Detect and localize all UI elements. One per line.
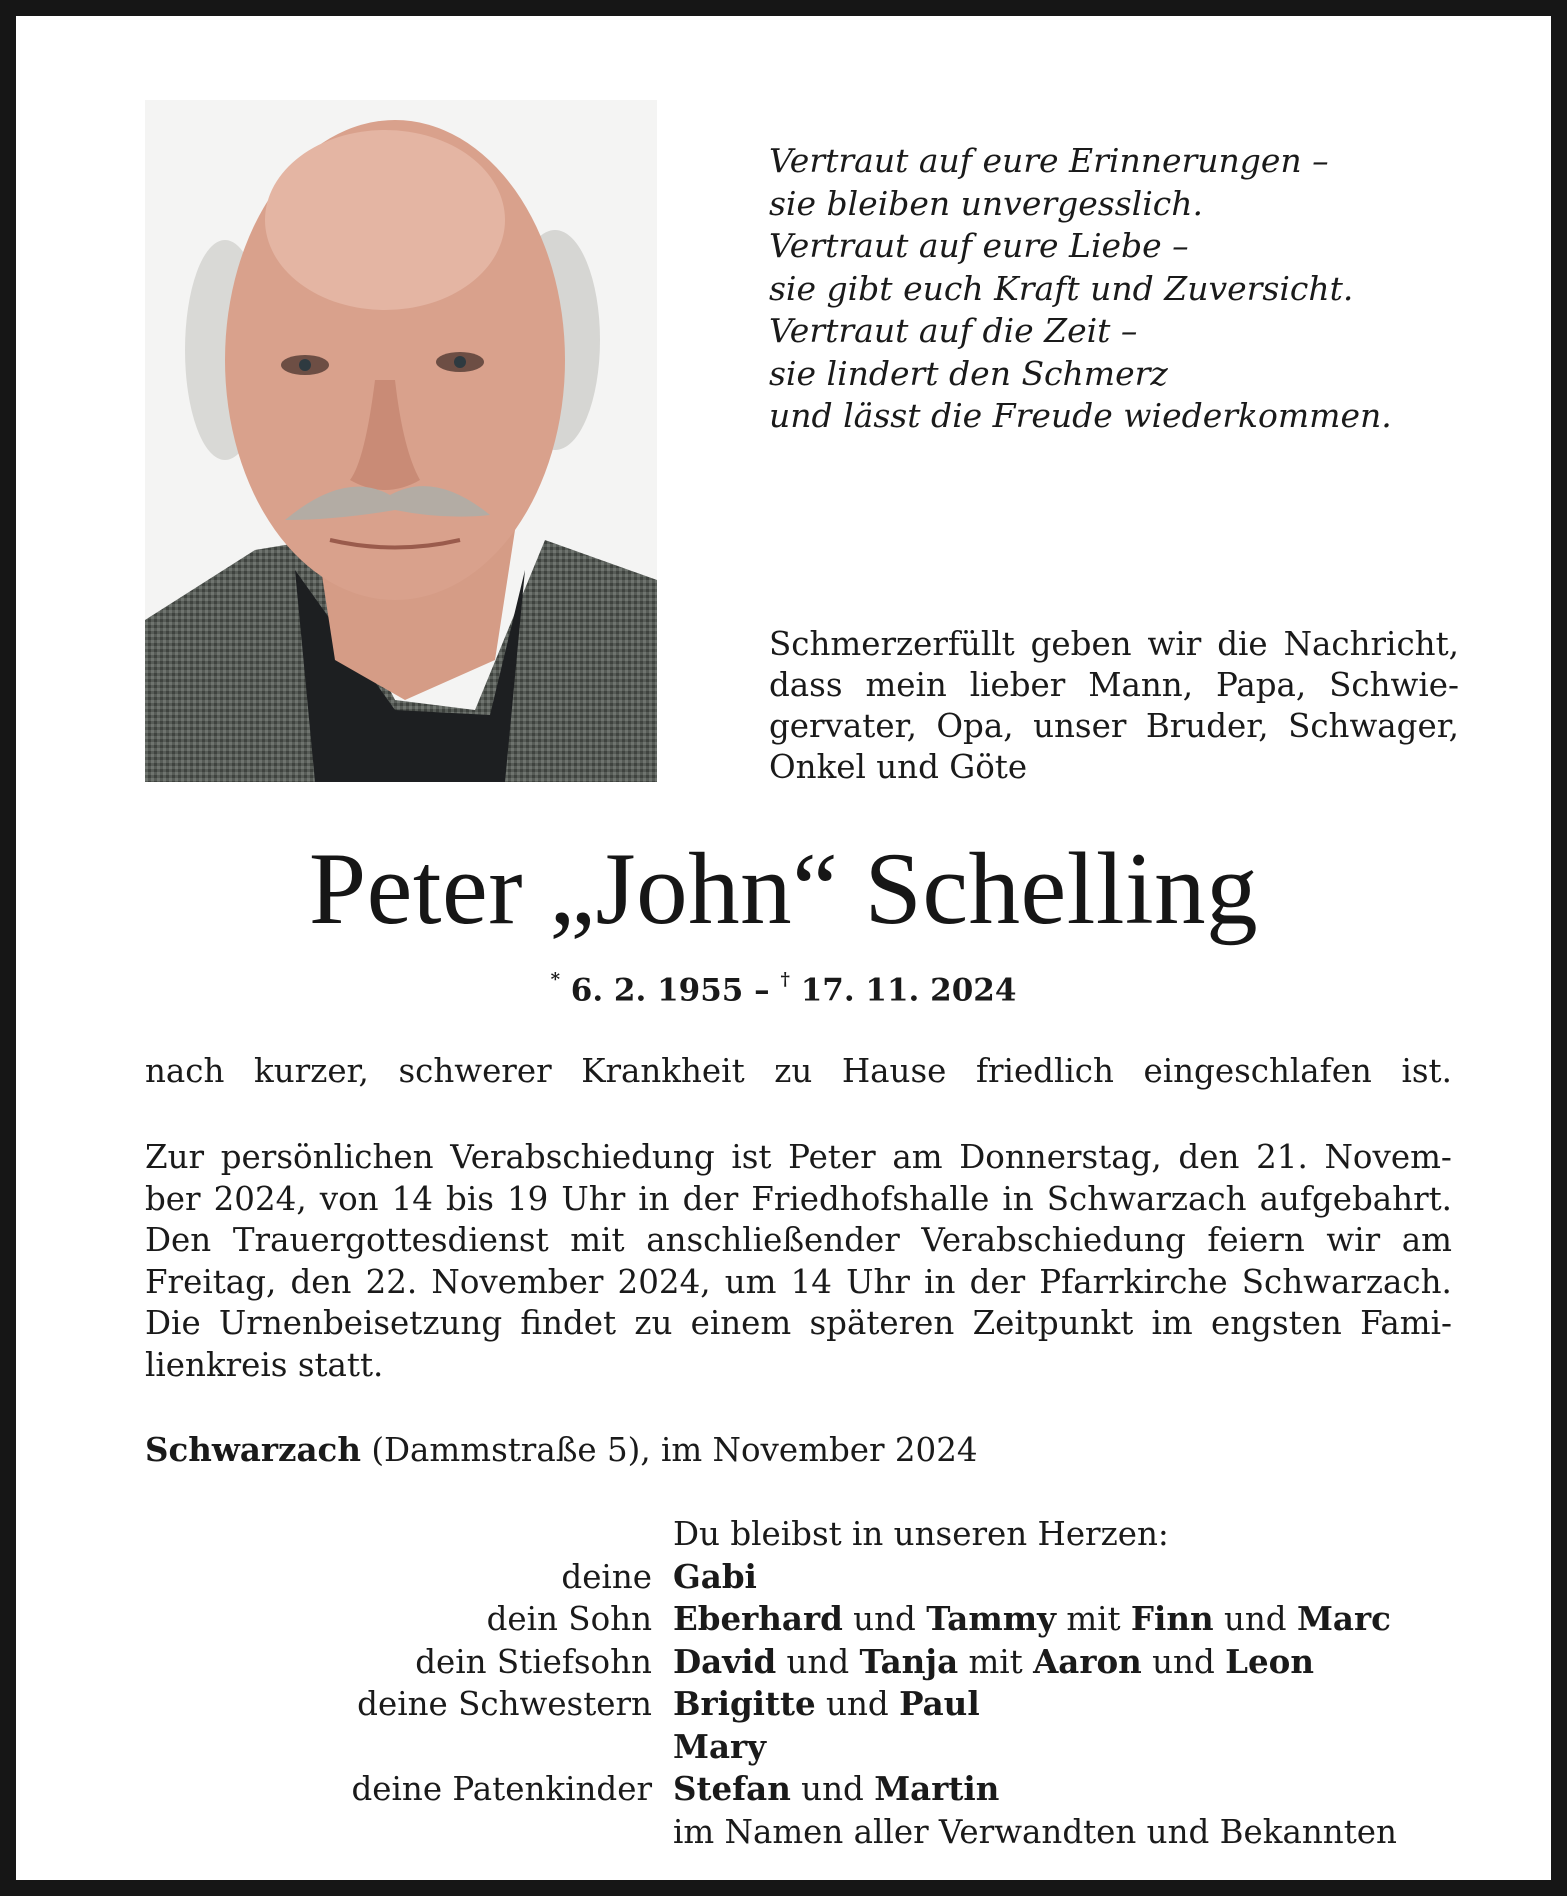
mourner-name: Finn [1130,1599,1214,1638]
mourner-row [145,1641,1475,1684]
word: in [924,1262,956,1301]
word: die [1217,625,1268,663]
word: mein [865,666,947,704]
poem-line: Vertraut auf eure Liebe – [769,226,1189,265]
mourner-row [145,1683,1475,1726]
mourner-name: Aaron [1033,1641,1142,1681]
birth-symbol: * [550,969,560,990]
word: ist [731,1138,772,1176]
word: Schwarzach. [1241,1262,1452,1301]
word: kurzer, [254,1052,369,1090]
word: von [319,1179,379,1218]
poem-line: und lässt die Freude wiederkommen. [769,396,1392,435]
poem-line: sie gibt euch Kraft und Zuversicht. [769,268,1354,308]
word: den [290,1262,352,1301]
word: Bruder, [1145,707,1269,745]
word: Papa, [1215,666,1307,704]
word: Trauergottesdienst [232,1221,549,1259]
body-line: lienkreis statt. [145,1345,384,1384]
word: unser [1033,707,1127,745]
mourner-name: Marc [1296,1599,1391,1638]
mourner-name: Gabi [673,1556,757,1596]
body-line [145,1179,1452,1221]
word: 19 [506,1179,549,1218]
word: Uhr [846,1262,910,1301]
poem-line: Vertraut auf die Zeit – [769,311,1138,350]
mourners-list [145,1513,1475,1853]
mourner-relation: dein Sohn [486,1600,652,1638]
word: den [1178,1138,1240,1176]
word: der [969,1262,1026,1301]
intro-line [769,624,1459,665]
mourners-heading-row [145,1513,1475,1556]
word: Schmerzerfüllt [769,625,1015,663]
mourner-names [673,1768,999,1811]
mourner-name: Eberhard [673,1599,843,1638]
word: anschließender [646,1221,900,1259]
word: geben [1030,625,1132,663]
mourner-names [673,1598,1391,1641]
date-separator: – [754,972,770,1009]
mourner-name: Tammy [926,1599,1056,1638]
poem-line: sie bleiben unvergesslich. [769,183,1203,223]
word: einem [690,1304,792,1342]
word: lieber [969,666,1066,704]
word: friedlich [975,1052,1114,1090]
mourner-row [145,1598,1475,1641]
mourner-name: Martin [874,1769,1000,1808]
place-and-date [145,1429,978,1471]
body-line [145,1051,1452,1093]
word: um [724,1262,777,1301]
body-line [145,1137,1452,1179]
poem-line: sie lindert den Schmerz [769,353,1168,393]
connector-text: mit [1055,1600,1131,1638]
word: Verabschiedung [450,1138,715,1176]
word: Schwie- [1329,666,1459,704]
word: nach [145,1052,225,1090]
word: eingeschlafen [1143,1052,1372,1090]
word: Opa, [936,707,1014,745]
intro-line: Onkel und Göte [769,748,1028,786]
mourner-name: Mary [673,1726,767,1766]
mourner-name: Stefan [673,1769,791,1808]
mourner-relation: dein Stiefsohn [415,1642,652,1681]
word: Mann, [1088,666,1194,704]
mourner-row [145,1726,1475,1769]
town: Schwarzach [145,1430,361,1469]
word: wir [1147,625,1202,663]
mourner-row [145,1556,1475,1599]
word: Den [145,1221,212,1259]
word: am [892,1138,943,1176]
word: Friedhofshalle [751,1179,990,1218]
intro-line [769,706,1459,747]
word: persönlichen [220,1138,434,1176]
connector-text: und [815,1685,900,1723]
mourner-relation [145,1513,673,1556]
connector-text: und [776,1642,860,1681]
word: feiern [1207,1221,1305,1259]
word: aufgebahrt. [1259,1179,1452,1218]
word: 14 [790,1262,832,1301]
word: zu [774,1052,813,1090]
word: gervater, [769,707,917,745]
body-line [145,1303,1452,1345]
portrait-illustration [145,100,657,782]
mourner-name: Leon [1225,1641,1314,1681]
poem-line: Vertraut auf eure Erinnerungen – [769,141,1329,180]
word: im [1151,1304,1193,1342]
word: ist. [1401,1052,1452,1090]
connector-text: und [1213,1600,1297,1638]
word: Verabschiedung [921,1221,1186,1259]
word: Schwager, [1288,707,1459,745]
word: Peter [788,1138,876,1176]
mourner-row [145,1768,1475,1811]
word: Die [145,1304,201,1342]
poem [769,140,1529,438]
word: 21. [1256,1138,1308,1176]
mourner-rows [145,1556,1475,1811]
connector-text: und [790,1770,875,1808]
word: zu [634,1304,673,1342]
mourner-name: Brigitte [673,1684,816,1723]
connector-text: und [842,1600,927,1638]
connector-text: mit [958,1642,1034,1681]
word: mit [570,1221,625,1259]
mourner-name: David [673,1641,777,1681]
mourners-closing: im Namen aller Verwandten und Bekannten [673,1812,1397,1851]
word: am [1401,1221,1452,1259]
intro-line [769,665,1459,706]
word: Fami- [1360,1304,1452,1342]
word: 14 [391,1179,433,1218]
word: späteren [809,1304,955,1342]
portrait-photo [145,100,657,782]
passing-sentence [145,1051,1452,1093]
death-date: 17. 11. 2024 [800,972,1017,1009]
word: wir [1326,1221,1381,1259]
word: Novem- [1324,1138,1452,1176]
life-dates [16,964,1551,1010]
mourner-names [673,1641,1314,1684]
word: Uhr [561,1179,626,1218]
word: Hause [841,1052,947,1090]
word: ber [145,1179,201,1218]
mourner-relation: deine Schwestern [357,1685,652,1723]
mourner-relation [145,1726,673,1769]
mourners-heading: Du bleibst in unseren Herzen: [673,1515,1169,1553]
word: Donnerstag, [959,1138,1162,1176]
word: in [638,1179,670,1218]
announcement-intro [769,624,1459,788]
word: Urnenbeisetzung [218,1304,503,1342]
word: in [1002,1179,1034,1218]
mourner-names [673,1726,766,1769]
connector-text: und [1141,1642,1226,1681]
word: Zeitpunkt [972,1304,1134,1342]
word: Krankheit [581,1052,745,1090]
birth-date: 6. 2. 1955 [570,972,744,1009]
funeral-details [145,1137,1452,1386]
word: Pfarrkirche [1039,1262,1228,1301]
address-date: (Dammstraße 5), im November 2024 [360,1431,978,1469]
word: der [682,1179,739,1218]
word: 2024, [213,1179,307,1218]
word: 2024, [617,1262,711,1301]
mourner-names [673,1683,980,1726]
mourner-names [673,1556,757,1599]
word: Zur [145,1138,205,1176]
mourner-relation [145,1811,673,1854]
mourners-closing-row [145,1811,1475,1854]
body-line [145,1262,1452,1304]
word: dass [769,666,843,704]
word: schwerer [398,1052,552,1090]
word: Schwarzach [1046,1179,1247,1218]
mourner-name: Paul [899,1684,980,1723]
word: bis [446,1179,494,1218]
mourner-relation: deine Patenkinder [351,1770,652,1808]
deceased-name: Peter „John“ Schelling [308,832,1259,946]
word: findet [520,1304,617,1342]
word: Freitag, [145,1262,277,1301]
mourner-name: Tanja [859,1641,959,1681]
word: Nachricht, [1283,625,1459,663]
word: November [431,1262,604,1301]
mourner-relation: deine [561,1557,652,1596]
body-line [145,1220,1452,1262]
word: engsten [1210,1304,1342,1342]
death-symbol: † [780,969,790,990]
word: 22. [365,1262,418,1301]
